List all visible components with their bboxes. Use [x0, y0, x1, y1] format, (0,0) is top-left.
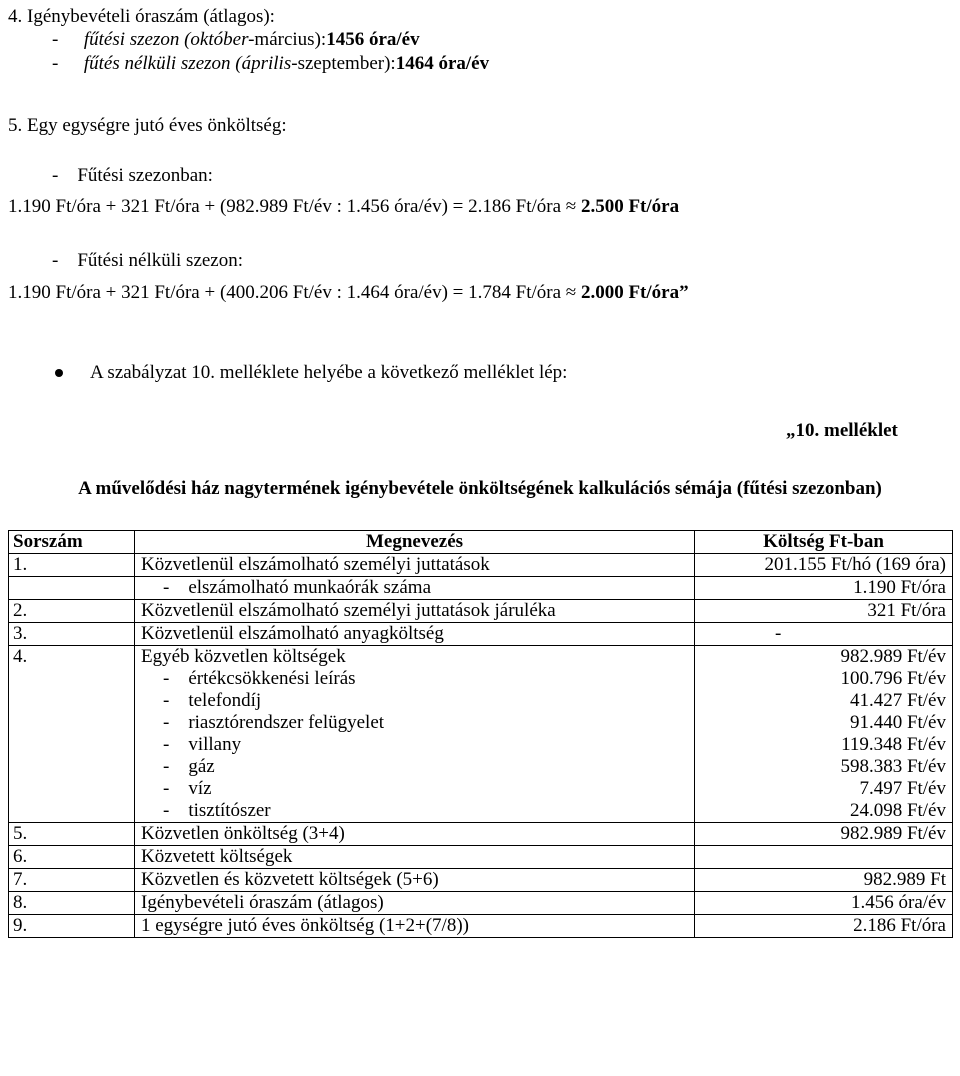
row-name: Közvetlenül elszámolható személyi juttatások járuléka	[135, 600, 695, 623]
dash: -	[52, 29, 59, 50]
bullet-text: A szabályzat 10. melléklete helyébe a következő melléklet lép:	[90, 362, 568, 383]
row-number	[9, 690, 135, 712]
header-sorszam: Sorszám	[9, 531, 135, 554]
season-hours: 1456 óra/év	[326, 29, 420, 50]
section4-line2	[52, 53, 489, 75]
row-number: 7.	[9, 869, 135, 892]
row-name: - értékcsökkenési leírás	[135, 668, 695, 690]
header-megnevezes: Megnevezés	[135, 531, 695, 554]
table-row	[9, 690, 953, 712]
row-name: Közvetlenül elszámolható anyagköltség	[135, 623, 695, 646]
row-name: Közvetlen és közvetett költségek (5+6)	[135, 869, 695, 892]
dash: -	[52, 53, 59, 74]
row-name: 1 egységre jutó éves önköltség (1+2+(7/8))	[135, 915, 695, 938]
table-row	[9, 756, 953, 778]
row-number: 4.	[9, 646, 135, 669]
row-name: - víz	[135, 778, 695, 800]
row-name: Közvetett költségek	[135, 846, 695, 869]
row-value: 91.440 Ft/év	[695, 712, 953, 734]
table-row	[9, 712, 953, 734]
cost-table	[8, 530, 953, 938]
row-name: Igénybevételi óraszám (átlagos)	[135, 892, 695, 915]
row-number: 1.	[9, 554, 135, 577]
nonheating-formula-line	[8, 282, 689, 304]
season-label-rest: szeptember):	[297, 53, 396, 74]
header-koltseg: Költség Ft-ban	[695, 531, 953, 554]
table-row	[9, 668, 953, 690]
row-value: 41.427 Ft/év	[695, 690, 953, 712]
row-name: Egyéb közvetlen költségek	[135, 646, 695, 669]
heating-result: 2.500 Ft/óra	[580, 196, 680, 217]
section4-heading: 4. Igénybevételi óraszám (átlagos):	[8, 6, 275, 27]
season-hours: 1464 óra/év	[395, 53, 490, 74]
row-number	[9, 577, 135, 600]
annex-label: „10. melléklet	[786, 420, 898, 441]
row-value: -	[695, 623, 953, 646]
row-value: 24.098 Ft/év	[695, 800, 953, 823]
row-number: 5.	[9, 823, 135, 846]
row-value: 1.456 óra/év	[695, 892, 953, 915]
heating-label: - Fűtési szezonban:	[52, 165, 213, 186]
row-name: Közvetlenül elszámolható személyi juttatások	[135, 554, 695, 577]
row-name: - elszámolható munkaórák száma	[135, 577, 695, 600]
season-label-italic: fűtés nélküli szezon (április-	[83, 53, 298, 74]
row-name: - villany	[135, 734, 695, 756]
row-number	[9, 712, 135, 734]
row-value: 7.497 Ft/év	[695, 778, 953, 800]
row-number	[9, 734, 135, 756]
row-number	[9, 756, 135, 778]
annex-title: A művelődési ház nagytermének igénybevétele önköltségének kalkulációs sémája (fűtési szezonban)	[78, 478, 882, 499]
nonheating-formula: 1.190 Ft/óra + 321 Ft/óra + (400.206 Ft/év : 1.464 óra/év) = 1.784 Ft/óra ≈	[8, 282, 581, 303]
nonheating-label: - Fűtési nélküli szezon:	[52, 250, 244, 271]
row-number	[9, 668, 135, 690]
row-value: 982.989 Ft/év	[695, 823, 953, 846]
row-value: 2.186 Ft/óra	[695, 915, 953, 938]
table-row	[9, 892, 953, 915]
row-name: - gáz	[135, 756, 695, 778]
row-value: 321 Ft/óra	[695, 600, 953, 623]
table-row	[9, 869, 953, 892]
table-row	[9, 846, 953, 869]
row-number: 6.	[9, 846, 135, 869]
season-label-italic: fűtési szezon (október-	[83, 29, 255, 50]
row-number	[9, 800, 135, 823]
heating-formula-line	[8, 196, 679, 218]
table-row	[9, 778, 953, 800]
nonheating-result: 2.000 Ft/óra”	[580, 282, 689, 303]
table-row	[9, 600, 953, 623]
section4-line1	[52, 29, 420, 51]
bullet-icon	[55, 369, 63, 377]
heating-formula: 1.190 Ft/óra + 321 Ft/óra + (982.989 Ft/év : 1.456 óra/év) = 2.186 Ft/óra ≈	[8, 196, 581, 217]
table-row	[9, 734, 953, 756]
row-value	[695, 846, 953, 869]
row-name: Közvetlen önköltség (3+4)	[135, 823, 695, 846]
table-row	[9, 554, 953, 577]
table-row	[9, 823, 953, 846]
row-value: 201.155 Ft/hó (169 óra)	[695, 554, 953, 577]
row-value: 982.989 Ft	[695, 869, 953, 892]
row-number	[9, 778, 135, 800]
row-name: - riasztórendszer felügyelet	[135, 712, 695, 734]
row-name: - telefondíj	[135, 690, 695, 712]
row-value: 119.348 Ft/év	[695, 734, 953, 756]
row-value: 598.383 Ft/év	[695, 756, 953, 778]
row-number: 3.	[9, 623, 135, 646]
table-header-row	[9, 531, 953, 554]
row-value: 982.989 Ft/év	[695, 646, 953, 669]
table-row	[9, 623, 953, 646]
table-row	[9, 646, 953, 669]
row-number: 9.	[9, 915, 135, 938]
season-label-rest: március):	[254, 29, 327, 50]
table-row	[9, 915, 953, 938]
row-number: 8.	[9, 892, 135, 915]
row-value: 1.190 Ft/óra	[695, 577, 953, 600]
table-row	[9, 577, 953, 600]
row-number: 2.	[9, 600, 135, 623]
row-value: 100.796 Ft/év	[695, 668, 953, 690]
section5-heading: 5. Egy egységre jutó éves önköltség:	[8, 115, 287, 136]
row-name: - tisztítószer	[135, 800, 695, 823]
table-row	[9, 800, 953, 823]
